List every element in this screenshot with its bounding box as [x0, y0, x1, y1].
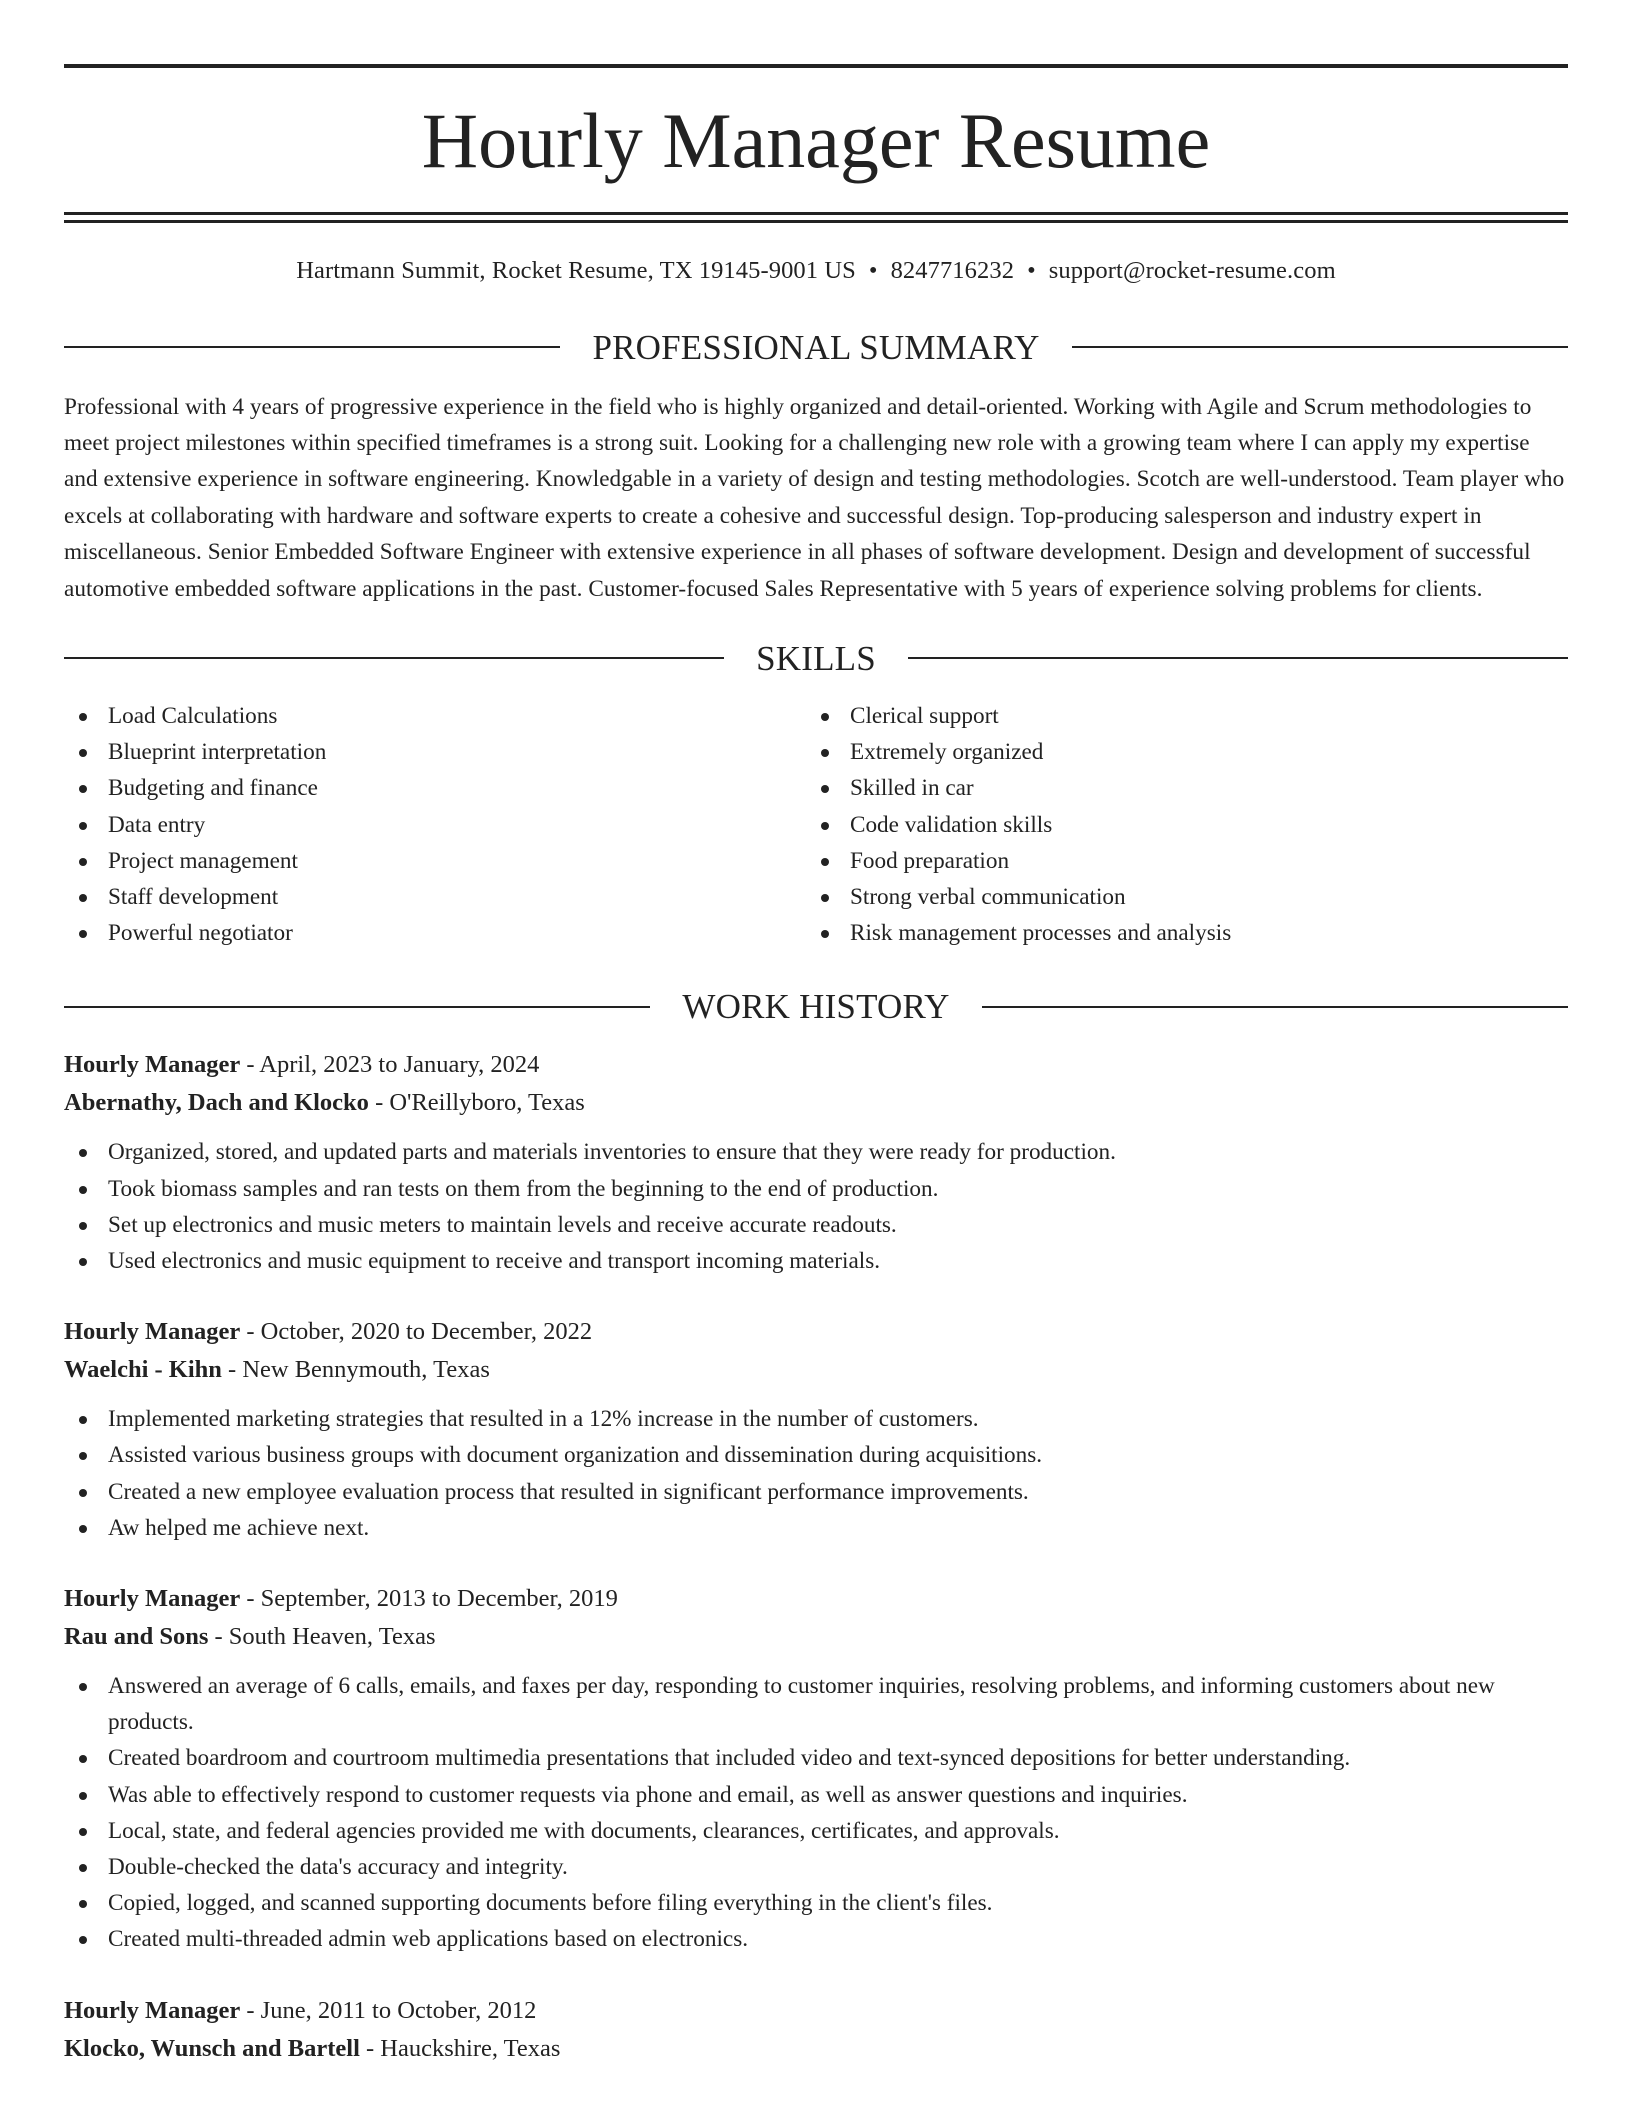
- job-entry: [64, 1992, 1568, 2068]
- contact-email: support@rocket-resume.com: [1048, 257, 1336, 284]
- job-title-line: [64, 1580, 1568, 1618]
- job-company: Abernathy, Dach and Klocko: [64, 1089, 369, 1117]
- job-bullets: [64, 1134, 1568, 1279]
- summary-heading-label: PROFESSIONAL SUMMARY: [592, 327, 1040, 367]
- summary-heading: [64, 327, 1568, 367]
- job-bullet: Double-checked the data's accuracy and integrity.: [64, 1849, 1568, 1885]
- job-role: Hourly Manager: [64, 1318, 241, 1346]
- job-title-line: [64, 1046, 1568, 1084]
- job-bullets: [64, 1668, 1568, 1958]
- skill-item: Clerical support: [806, 698, 1548, 734]
- job-bullet: Answered an average of 6 calls, emails, and faxes per day, responding to customer inquiries, resolving problems, and informing customers about new products.: [64, 1668, 1568, 1740]
- skill-item: Risk management processes and analysis: [806, 915, 1548, 951]
- job-bullet: Organized, stored, and updated parts and materials inventories to ensure that they were ready for production.: [64, 1134, 1568, 1170]
- job-bullet: Implemented marketing strategies that resulted in a 12% increase in the number of customers.: [64, 1401, 1568, 1437]
- job-dates: - October, 2020 to December, 2022: [240, 1318, 593, 1346]
- heading-rule-left: [64, 657, 724, 659]
- skill-item: Food preparation: [806, 843, 1548, 879]
- skill-item: Staff development: [64, 879, 806, 915]
- skill-item: Skilled in car: [806, 770, 1548, 806]
- title-double-rule: [64, 212, 1568, 223]
- job-entry: [64, 1313, 1568, 1546]
- job-dates: - September, 2013 to December, 2019: [240, 1584, 618, 1612]
- job-role: Hourly Manager: [64, 1584, 241, 1612]
- job-role: Hourly Manager: [64, 1996, 241, 2024]
- heading-rule-right: [1072, 346, 1568, 348]
- job-location: - Hauckshire, Texas: [359, 2034, 561, 2062]
- resume-page: [64, 0, 1568, 2068]
- heading-rule-left: [64, 1006, 650, 1008]
- heading-rule-right: [982, 1006, 1568, 1008]
- job-bullets: [64, 1401, 1568, 1546]
- job-bullet: Created boardroom and courtroom multimedia presentations that included video and text-synced depositions for better understanding.: [64, 1740, 1568, 1776]
- summary-text: Professional with 4 years of progressive experience in the field who is highly organized and detail-oriented. Working with Agile and Scrum methodologies to meet project milestones within specified timeframes is a strong suit. Looking for a challenging new role with a growing team where I can apply my expertise and extensive experience in software engineering. Knowledgable in a variety of design and testing methodologies. Scotch are well-understood. Team player who excels at collaborating with hardware and software experts to create a cohesive and successful design. Top-producing salesperson and industry expert in miscellaneous. Senior Embedded Software Engineer with extensive experience in all phases of software development. Design and development of successful automotive embedded software applications in the past. Customer-focused Sales Representative with 5 years of experience solving problems for clients.: [64, 393, 1565, 602]
- job-bullet: Was able to effectively respond to customer requests via phone and email, as well as answer questions and inquiries.: [64, 1777, 1568, 1813]
- skill-item: Code validation skills: [806, 807, 1548, 843]
- contact-phone: 8247716232: [890, 257, 1015, 284]
- skills-list: [64, 698, 1568, 951]
- contact-address: Hartmann Summit, Rocket Resume, TX 19145-9001 US: [296, 257, 856, 284]
- job-entry: [64, 1580, 1568, 1958]
- top-rule: [64, 64, 1568, 68]
- job-bullet: Copied, logged, and scanned supporting documents before filing everything in the client's files.: [64, 1885, 1568, 1921]
- job-location: - South Heaven, Texas: [208, 1622, 436, 1650]
- job-bullet: Used electronics and music equipment to receive and transport incoming materials.: [64, 1243, 1568, 1279]
- job-bullet: Took biomass samples and ran tests on them from the beginning to the end of production.: [64, 1171, 1568, 1207]
- job-company-line: [64, 2030, 1568, 2068]
- skill-item: Data entry: [64, 807, 806, 843]
- skills-column-right: [806, 698, 1548, 951]
- job-company: Klocko, Wunsch and Bartell: [64, 2034, 360, 2062]
- job-bullet: Set up electronics and music meters to maintain levels and receive accurate readouts.: [64, 1207, 1568, 1243]
- job-company-line: [64, 1084, 1568, 1122]
- job-company-line: [64, 1351, 1568, 1389]
- job-company: Rau and Sons: [64, 1622, 209, 1650]
- job-bullet: Created a new employee evaluation process that resulted in significant performance improvements.: [64, 1474, 1568, 1510]
- job-company-line: [64, 1618, 1568, 1656]
- skill-item: Load Calculations: [64, 698, 806, 734]
- job-bullet: Local, state, and federal agencies provided me with documents, clearances, certificates, and approvals.: [64, 1813, 1568, 1849]
- work-history-list: [64, 1046, 1568, 2067]
- job-title-line: [64, 1992, 1568, 2030]
- job-location: - New Bennymouth, Texas: [221, 1356, 490, 1384]
- job-dates: - June, 2011 to October, 2012: [240, 1996, 537, 2024]
- skill-item: Blueprint interpretation: [64, 734, 806, 770]
- skill-item: Budgeting and finance: [64, 770, 806, 806]
- job-entry: [64, 1046, 1568, 1279]
- contact-separator: •: [1027, 257, 1036, 284]
- job-bullet: Assisted various business groups with document organization and dissemination during acquisitions.: [64, 1437, 1568, 1473]
- job-bullet: Aw helped me achieve next.: [64, 1510, 1568, 1546]
- heading-rule-left: [64, 346, 560, 348]
- job-dates: - April, 2023 to January, 2024: [240, 1051, 540, 1079]
- heading-rule-right: [908, 657, 1568, 659]
- job-title-line: [64, 1313, 1568, 1351]
- skills-heading-label: SKILLS: [756, 638, 876, 678]
- skill-item: Extremely organized: [806, 734, 1548, 770]
- work-heading-label: WORK HISTORY: [682, 987, 950, 1027]
- skills-heading: [64, 638, 1568, 678]
- page-title: Hourly Manager Resume: [421, 97, 1211, 184]
- contact-line: [64, 259, 1568, 284]
- work-heading: [64, 987, 1568, 1027]
- skill-item: Project management: [64, 843, 806, 879]
- skill-item: Powerful negotiator: [64, 915, 806, 951]
- job-location: - O'Reillyboro, Texas: [368, 1089, 585, 1117]
- skills-column-left: [64, 698, 806, 951]
- skill-item: Strong verbal communication: [806, 879, 1548, 915]
- contact-separator: •: [868, 257, 878, 284]
- job-bullet: Created multi-threaded admin web applications based on electronics.: [64, 1921, 1568, 1957]
- job-role: Hourly Manager: [64, 1051, 241, 1079]
- job-company: Waelchi - Kihn: [64, 1356, 222, 1384]
